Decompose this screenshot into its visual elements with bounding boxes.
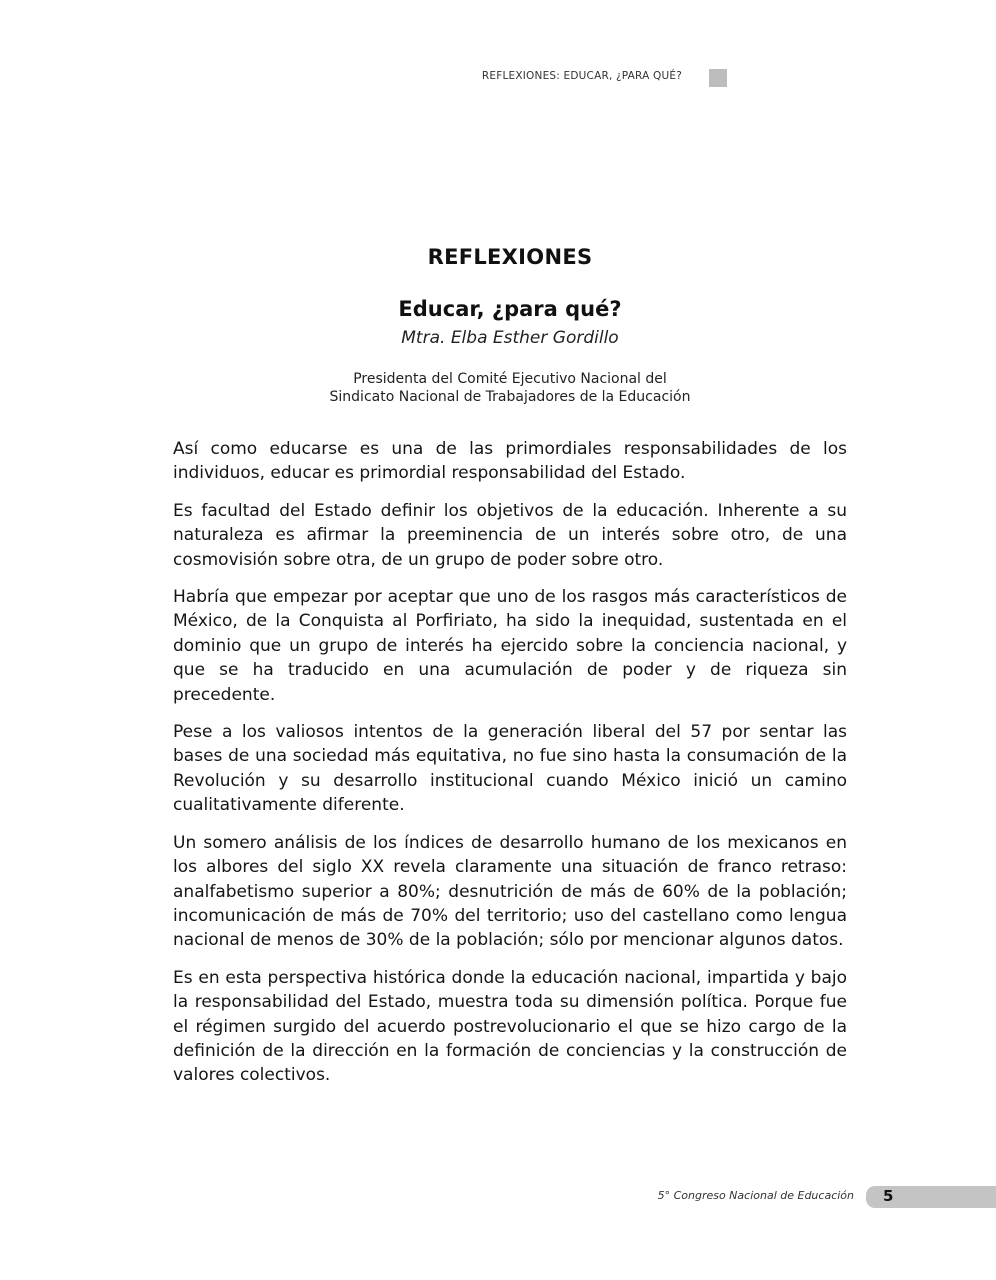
affiliation-line: Sindicato Nacional de Trabajadores de la Educación — [329, 389, 691, 405]
author-affiliation — [0, 370, 996, 406]
body-paragraph: Pese a los valiosos intentos de la generación liberal del 57 por sentar las bases de una sociedad más equitativa, no fue sino hasta la consumación de la Revolución y su desarrollo institucional cuando México inició un camino cualitativamente diferente. — [173, 722, 847, 816]
page-number-tab — [866, 1186, 996, 1208]
section-title: REFLEXIONES — [427, 245, 593, 269]
running-header — [420, 68, 728, 88]
affiliation-line: Presidenta del Comité Ejecutivo Nacional del — [353, 371, 667, 387]
body-paragraph: Así como educarse es una de las primordiales responsabilidades de los individuos, educar es primordial responsabilidad del Estado. — [173, 439, 847, 484]
body-paragraph: Un somero análisis de los índices de desarrollo humano de los mexicanos en los albores del siglo XX revela claramente una situación de franco retraso: analfabetismo superior a 80%; desnutrición de más de 60% de la población; incomunicación de más de 70% del territorio; uso del castellano como lengua nacional de menos de 30% de la población; sólo por mencionar algunos datos. — [173, 832, 847, 951]
article-body — [173, 437, 847, 1101]
page-footer — [0, 1186, 996, 1208]
header-marker-square — [709, 69, 727, 87]
body-paragraph: Es en esta perspectiva histórica donde la educación nacional, impartida y bajo la responsabilidad del Estado, muestra toda su dimensión política. Porque fue el régimen surgido del acuerdo postrevolucionario el que se hizo cargo de la definición de la dirección en la formación de conciencias y la construcción de valores colectivos. — [173, 967, 847, 1086]
article-title: Educar, ¿para qué? — [398, 297, 622, 321]
running-header-title: REFLEXIONES: EDUCAR, ¿PARA QUÉ? — [481, 70, 682, 82]
page-number: 5 — [883, 1187, 894, 1205]
article-author: Mtra. Elba Esther Gordillo — [401, 328, 619, 348]
body-paragraph: Es facultad del Estado definir los objetivos de la educación. Inherente a su naturaleza es afirmar la preeminencia de un interés sobre otro, de una cosmovisión sobre otra, de un grupo de poder sobre otro. — [173, 500, 847, 570]
footer-congress-label: 5° Congreso Nacional de Educación — [657, 1189, 854, 1202]
body-paragraph: Habría que empezar por aceptar que uno de los rasgos más característicos de México, de la Conquista al Porfiriato, ha sido la inequidad, sustentada en el dominio que un grupo de interés ha ejercido sobre la conciencia nacional, y que se ha traducido en una acumulación de poder y de riqueza sin precedente. — [173, 587, 847, 705]
